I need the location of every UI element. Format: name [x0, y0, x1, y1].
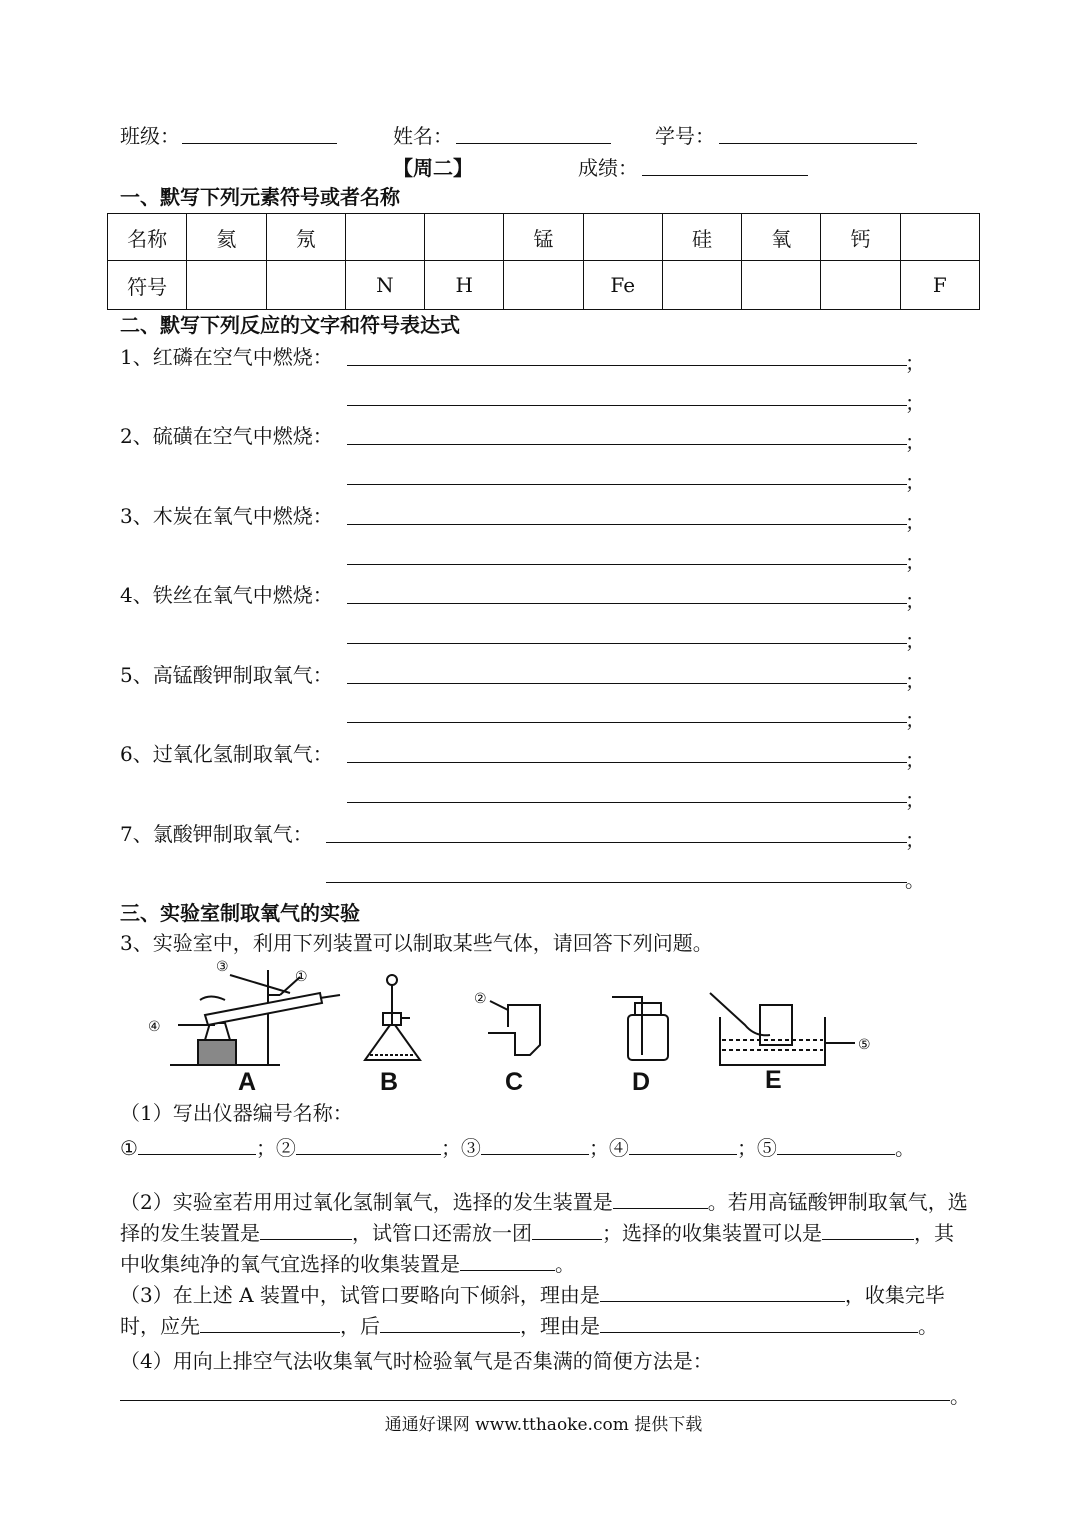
q1-blank-2[interactable]	[296, 1134, 441, 1155]
q2-blank-4[interactable]	[822, 1219, 914, 1240]
footer: 通通好课网 www.tthaoke.com 提供下载	[384, 1415, 703, 1435]
semicolon: ；	[905, 550, 925, 574]
answer-line[interactable]	[347, 484, 907, 485]
reaction-item-4: 4、铁丝在氧气中燃烧：	[120, 583, 333, 607]
table-cell[interactable]	[662, 261, 741, 310]
semicolon: ；	[905, 669, 925, 693]
name-blank[interactable]	[456, 143, 611, 144]
answer-line[interactable]	[347, 683, 907, 684]
answer-line[interactable]	[347, 722, 907, 723]
table-cell[interactable]: N	[345, 261, 424, 310]
q2-paragraph	[120, 1187, 970, 1280]
q3-text: （3）在上述 A 装置中，试管口要略向下倾斜，理由是	[120, 1283, 600, 1307]
table-cell[interactable]: 钙	[821, 214, 900, 261]
q1-end: 。	[894, 1136, 915, 1160]
q3-blank-1[interactable]	[600, 1281, 845, 1302]
element-table	[107, 213, 980, 310]
table-cell[interactable]: 氧	[742, 214, 821, 261]
semicolon: ；	[905, 589, 925, 613]
q2-text: ；选择的收集装置可以是	[602, 1221, 822, 1245]
section3-question: 3、实验室中，利用下列装置可以制取某些气体，请回答下列问题。	[120, 931, 713, 955]
class-blank[interactable]	[182, 143, 337, 144]
table-cell[interactable]	[345, 214, 424, 261]
table-cell[interactable]: 硅	[662, 214, 741, 261]
reaction-item-6: 6、过氧化氢制取氧气：	[120, 742, 333, 766]
q2-text: ，其中收集纯净的氧气宜选择的收集装置是	[120, 1221, 954, 1276]
table-header-names: 名称	[108, 214, 187, 261]
semicolon: ；	[905, 351, 925, 375]
q2-blank-5[interactable]	[460, 1250, 555, 1271]
table-cell[interactable]: 锰	[504, 214, 583, 261]
q1-label: （1）写出仪器编号名称：	[120, 1101, 353, 1125]
q2-text: ，试管口还需放一团	[352, 1221, 532, 1245]
apparatus-label-e: E	[765, 1066, 782, 1094]
callout-1: ①	[295, 969, 308, 985]
class-label: 班级：	[120, 124, 180, 148]
table-cell[interactable]: Fe	[583, 261, 662, 310]
semicolon: ；	[905, 391, 925, 415]
semicolon: ；	[905, 629, 925, 653]
q2-blank-1[interactable]	[613, 1188, 708, 1209]
answer-line[interactable]	[347, 762, 907, 763]
q3-blank-4[interactable]	[600, 1312, 918, 1333]
reaction-item-5: 5、高锰酸钾制取氧气：	[120, 663, 333, 687]
callout-3: ③	[216, 959, 229, 975]
answer-line[interactable]	[347, 802, 907, 803]
section2-title: 二、默写下列反应的文字和符号表达式	[120, 313, 460, 337]
section1-title: 一、默写下列元素符号或者名称	[120, 185, 400, 209]
answer-line[interactable]	[347, 444, 907, 445]
q1-blank-1[interactable]	[138, 1134, 256, 1155]
table-cell[interactable]	[266, 261, 345, 310]
callout-5: ⑤	[858, 1037, 871, 1053]
q1-mark-5: ；⑤	[736, 1136, 777, 1160]
q4-answer-line[interactable]	[120, 1400, 950, 1401]
q1-mark-4: ；④	[588, 1136, 629, 1160]
table-cell[interactable]	[504, 261, 583, 310]
q4-period: 。	[950, 1384, 970, 1408]
q1-blank-3[interactable]	[481, 1134, 589, 1155]
period: 。	[905, 868, 925, 892]
table-cell[interactable]: 氦	[187, 214, 266, 261]
reaction-item-1: 1、红磷在空气中燃烧：	[120, 345, 333, 369]
reaction-item-7: 7、氯酸钾制取氧气：	[120, 822, 313, 846]
q3-blank-2[interactable]	[200, 1312, 340, 1333]
q3-text: ，后	[340, 1314, 380, 1338]
day-label: 【周二】	[393, 156, 473, 180]
answer-line[interactable]	[347, 524, 907, 525]
semicolon: ；	[905, 748, 925, 772]
reaction-item-3: 3、木炭在氧气中燃烧：	[120, 504, 333, 528]
q2-blank-2[interactable]	[260, 1219, 352, 1240]
table-cell[interactable]	[821, 261, 900, 310]
semicolon: ；	[905, 510, 925, 534]
q2-text: （2）实验室若用用过氧化氢制氧气，选择的发生装置是	[120, 1190, 613, 1214]
q2-text: 。若用高锰酸钾制取氧气，选择的发生装置是	[120, 1190, 968, 1245]
answer-line[interactable]	[347, 564, 907, 565]
table-header-symbols: 符号	[108, 261, 187, 310]
semicolon: ；	[905, 470, 925, 494]
table-cell[interactable]	[900, 214, 979, 261]
name-label: 姓名：	[393, 124, 453, 148]
id-label: 学号：	[655, 124, 715, 148]
semicolon: ；	[905, 828, 925, 852]
q1-mark-1: ①	[120, 1136, 138, 1160]
answer-line[interactable]	[347, 643, 907, 644]
semicolon: ；	[905, 708, 925, 732]
table-cell[interactable]	[583, 214, 662, 261]
apparatus-label-b: B	[380, 1068, 399, 1096]
id-blank[interactable]	[719, 143, 917, 144]
answer-line[interactable]	[347, 405, 907, 406]
callout-2: ②	[474, 991, 487, 1007]
reaction-item-2: 2、硫磺在空气中燃烧：	[120, 424, 333, 448]
q1-blank-4[interactable]	[629, 1134, 737, 1155]
answer-line[interactable]	[326, 842, 907, 843]
table-cell[interactable]: F	[900, 261, 979, 310]
callout-4: ④	[148, 1019, 161, 1035]
answer-line[interactable]	[347, 365, 907, 366]
apparatus-label-c: C	[505, 1068, 524, 1096]
apparatus-label-d: D	[632, 1068, 651, 1096]
table-cell[interactable]	[742, 261, 821, 310]
q1-blanks-row	[120, 1134, 915, 1160]
q2-text: 。	[555, 1252, 575, 1276]
q3-text: ，收集完毕时，应先	[120, 1283, 945, 1338]
q3-paragraph	[120, 1280, 970, 1342]
q2-blank-3[interactable]	[532, 1219, 602, 1240]
q1-mark-2: ；②	[255, 1136, 296, 1160]
q4-text: （4）用向上排空气法收集氧气时检验氧气是否集满的简便方法是：	[120, 1349, 713, 1373]
table-cell[interactable]	[187, 261, 266, 310]
score-blank[interactable]	[642, 175, 808, 176]
table-cell[interactable]: 氖	[266, 214, 345, 261]
answer-line[interactable]	[347, 603, 907, 604]
section3-title: 三、实验室制取氧气的实验	[120, 901, 360, 925]
apparatus-label-a: A	[238, 1068, 257, 1096]
q3-text: 。	[918, 1314, 938, 1338]
semicolon: ；	[905, 430, 925, 454]
semicolon: ；	[905, 788, 925, 812]
table-cell[interactable]	[425, 214, 504, 261]
q3-blank-3[interactable]	[380, 1312, 520, 1333]
table-cell[interactable]: H	[425, 261, 504, 310]
q3-text: ，理由是	[520, 1314, 600, 1338]
q1-blank-5[interactable]	[777, 1134, 895, 1155]
score-label: 成绩：	[578, 156, 638, 180]
q1-mark-3: ；③	[440, 1136, 481, 1160]
answer-line[interactable]	[326, 882, 907, 883]
